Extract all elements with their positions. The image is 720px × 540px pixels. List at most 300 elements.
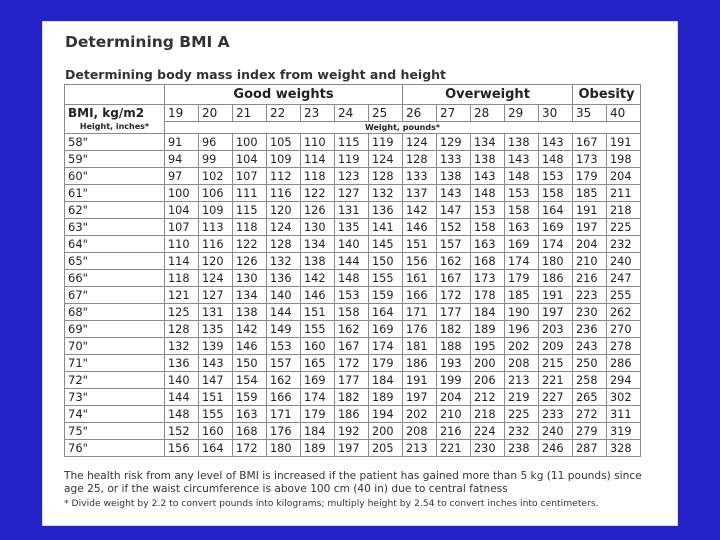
weight-cell: 114 bbox=[301, 151, 335, 168]
category-header-row bbox=[65, 85, 641, 105]
weight-cell: 210 bbox=[437, 406, 471, 423]
weight-cell: 167 bbox=[335, 338, 369, 355]
table-row bbox=[65, 406, 641, 423]
weight-cell: 102 bbox=[199, 168, 233, 185]
weight-cell: 203 bbox=[539, 321, 573, 338]
weight-cell: 159 bbox=[233, 389, 267, 406]
weight-cell: 148 bbox=[505, 168, 539, 185]
weight-cell: 148 bbox=[539, 151, 573, 168]
weight-cell: 125 bbox=[165, 304, 199, 321]
weight-cell: 225 bbox=[505, 406, 539, 423]
weight-cell: 218 bbox=[471, 406, 505, 423]
height-cell: 63" bbox=[65, 219, 165, 236]
weight-cell: 142 bbox=[403, 202, 437, 219]
bmi-value-cell: 22 bbox=[267, 105, 301, 122]
bmi-value-cell: 23 bbox=[301, 105, 335, 122]
weight-cell: 150 bbox=[369, 253, 403, 270]
weight-cell: 155 bbox=[199, 406, 233, 423]
weight-cell: 148 bbox=[165, 406, 199, 423]
weight-cell: 287 bbox=[573, 440, 607, 457]
weight-cell: 110 bbox=[165, 236, 199, 253]
table-row bbox=[65, 168, 641, 185]
table-row bbox=[65, 202, 641, 219]
weight-cell: 156 bbox=[403, 253, 437, 270]
table-row bbox=[65, 423, 641, 440]
page-title: Determining BMI A bbox=[65, 33, 230, 51]
weight-cell: 188 bbox=[437, 338, 471, 355]
weight-cell: 236 bbox=[573, 321, 607, 338]
weight-cell: 197 bbox=[403, 389, 437, 406]
weight-cell: 286 bbox=[607, 355, 641, 372]
weight-cell: 171 bbox=[403, 304, 437, 321]
table-row bbox=[65, 236, 641, 253]
height-cell: 64" bbox=[65, 236, 165, 253]
weight-cell: 148 bbox=[335, 270, 369, 287]
bmi-value-cell: 27 bbox=[437, 105, 471, 122]
weight-cell: 100 bbox=[233, 134, 267, 151]
height-cell: 67" bbox=[65, 287, 165, 304]
bmi-value-cell: 20 bbox=[199, 105, 233, 122]
weight-cell: 163 bbox=[505, 219, 539, 236]
weight-cell: 176 bbox=[267, 423, 301, 440]
weight-cell: 157 bbox=[267, 355, 301, 372]
weight-cell: 97 bbox=[165, 168, 199, 185]
weight-cell: 169 bbox=[369, 321, 403, 338]
height-cell: 71" bbox=[65, 355, 165, 372]
weight-cell: 233 bbox=[539, 406, 573, 423]
weight-cell: 189 bbox=[301, 440, 335, 457]
weight-cell: 186 bbox=[335, 406, 369, 423]
weight-cell: 206 bbox=[471, 372, 505, 389]
weight-cell: 172 bbox=[437, 287, 471, 304]
height-cell: 75" bbox=[65, 423, 165, 440]
bmi-value-cell: 24 bbox=[335, 105, 369, 122]
weight-cell: 179 bbox=[573, 168, 607, 185]
weight-cell: 120 bbox=[199, 253, 233, 270]
table-row bbox=[65, 440, 641, 457]
weight-cell: 136 bbox=[165, 355, 199, 372]
weight-cell: 204 bbox=[607, 168, 641, 185]
weight-cell: 166 bbox=[403, 287, 437, 304]
weight-cell: 145 bbox=[369, 236, 403, 253]
weight-cell: 143 bbox=[505, 151, 539, 168]
height-cell: 73" bbox=[65, 389, 165, 406]
weight-cell: 172 bbox=[335, 355, 369, 372]
weight-cell: 127 bbox=[199, 287, 233, 304]
weight-cell: 113 bbox=[199, 219, 233, 236]
category-empty-cell bbox=[65, 85, 165, 105]
weight-cell: 205 bbox=[369, 440, 403, 457]
weight-cell: 146 bbox=[403, 219, 437, 236]
weight-cell: 179 bbox=[505, 270, 539, 287]
weight-cell: 104 bbox=[233, 151, 267, 168]
weight-cell: 135 bbox=[335, 219, 369, 236]
weight-cell: 140 bbox=[267, 287, 301, 304]
weight-cell: 302 bbox=[607, 389, 641, 406]
weight-cell: 158 bbox=[539, 185, 573, 202]
weight-cell: 197 bbox=[539, 304, 573, 321]
weight-cell: 213 bbox=[403, 440, 437, 457]
weight-cell: 195 bbox=[471, 338, 505, 355]
weight-cell: 294 bbox=[607, 372, 641, 389]
bmi-value-cell: 21 bbox=[233, 105, 267, 122]
weight-cell: 158 bbox=[471, 219, 505, 236]
weight-cell: 115 bbox=[335, 134, 369, 151]
weight-cell: 142 bbox=[233, 321, 267, 338]
weight-cell: 319 bbox=[607, 423, 641, 440]
table-row bbox=[65, 185, 641, 202]
weight-cell: 196 bbox=[505, 321, 539, 338]
weight-cell: 160 bbox=[199, 423, 233, 440]
weight-cell: 165 bbox=[301, 355, 335, 372]
weight-cell: 155 bbox=[301, 321, 335, 338]
weight-cell: 134 bbox=[301, 236, 335, 253]
weight-cell: 136 bbox=[267, 270, 301, 287]
weight-cell: 99 bbox=[199, 151, 233, 168]
weight-cell: 221 bbox=[437, 440, 471, 457]
weight-cell: 130 bbox=[301, 219, 335, 236]
weight-cell: 128 bbox=[403, 151, 437, 168]
weight-cell: 255 bbox=[607, 287, 641, 304]
weight-cell: 230 bbox=[573, 304, 607, 321]
weight-cell: 197 bbox=[335, 440, 369, 457]
height-cell: 59" bbox=[65, 151, 165, 168]
weight-cell: 227 bbox=[539, 389, 573, 406]
weight-cell: 173 bbox=[573, 151, 607, 168]
weight-cell: 265 bbox=[573, 389, 607, 406]
category-good-weights: Good weights bbox=[165, 85, 403, 105]
weight-cell: 162 bbox=[335, 321, 369, 338]
weight-cell: 164 bbox=[539, 202, 573, 219]
table-row bbox=[65, 219, 641, 236]
weight-cell: 168 bbox=[471, 253, 505, 270]
height-cell: 68" bbox=[65, 304, 165, 321]
weight-cell: 223 bbox=[573, 287, 607, 304]
weight-cell: 104 bbox=[165, 202, 199, 219]
weight-cell: 157 bbox=[437, 236, 471, 253]
weight-cell: 189 bbox=[471, 321, 505, 338]
weight-cell: 132 bbox=[267, 253, 301, 270]
weight-cell: 132 bbox=[369, 185, 403, 202]
weight-cell: 180 bbox=[539, 253, 573, 270]
weight-cell: 199 bbox=[437, 372, 471, 389]
weight-cell: 144 bbox=[267, 304, 301, 321]
weight-cell: 191 bbox=[403, 372, 437, 389]
weight-cell: 100 bbox=[165, 185, 199, 202]
weight-cell: 143 bbox=[471, 168, 505, 185]
weight-cell: 174 bbox=[369, 338, 403, 355]
weight-cell: 131 bbox=[199, 304, 233, 321]
weight-cell: 132 bbox=[165, 338, 199, 355]
weight-cell: 174 bbox=[301, 389, 335, 406]
weight-cell: 221 bbox=[539, 372, 573, 389]
weight-cell: 208 bbox=[403, 423, 437, 440]
bmi-value-cell: 30 bbox=[539, 105, 573, 122]
weight-cell: 141 bbox=[369, 219, 403, 236]
weight-cell: 224 bbox=[471, 423, 505, 440]
weight-cell: 144 bbox=[335, 253, 369, 270]
weight-cell: 163 bbox=[471, 236, 505, 253]
weight-cell: 152 bbox=[165, 423, 199, 440]
weight-cell: 118 bbox=[233, 219, 267, 236]
weight-cell: 185 bbox=[573, 185, 607, 202]
weight-cell: 238 bbox=[505, 440, 539, 457]
weight-cell: 151 bbox=[403, 236, 437, 253]
slide bbox=[42, 21, 678, 526]
weight-cell: 133 bbox=[437, 151, 471, 168]
weight-cell: 138 bbox=[233, 304, 267, 321]
table-row bbox=[65, 270, 641, 287]
weight-cell: 153 bbox=[539, 168, 573, 185]
weight-cell: 150 bbox=[233, 355, 267, 372]
weight-cell: 219 bbox=[505, 389, 539, 406]
weight-cell: 142 bbox=[301, 270, 335, 287]
weight-cell: 173 bbox=[471, 270, 505, 287]
weight-cell: 185 bbox=[505, 287, 539, 304]
weight-cell: 202 bbox=[505, 338, 539, 355]
weight-cell: 123 bbox=[335, 168, 369, 185]
weight-cell: 158 bbox=[505, 202, 539, 219]
weight-cell: 127 bbox=[335, 185, 369, 202]
category-overweight: Overweight bbox=[403, 85, 573, 105]
weight-cell: 270 bbox=[607, 321, 641, 338]
weight-cell: 143 bbox=[437, 185, 471, 202]
weight-cell: 192 bbox=[335, 423, 369, 440]
weight-cell: 116 bbox=[267, 185, 301, 202]
weight-cell: 191 bbox=[539, 287, 573, 304]
weight-cell: 128 bbox=[165, 321, 199, 338]
weight-cell: 216 bbox=[573, 270, 607, 287]
weight-cell: 186 bbox=[539, 270, 573, 287]
weight-cell: 110 bbox=[301, 134, 335, 151]
height-cell: 61" bbox=[65, 185, 165, 202]
weight-cell: 151 bbox=[301, 304, 335, 321]
weight-cell: 118 bbox=[301, 168, 335, 185]
weight-cell: 169 bbox=[539, 219, 573, 236]
weight-cell: 212 bbox=[471, 389, 505, 406]
height-cell: 62" bbox=[65, 202, 165, 219]
weight-cell: 138 bbox=[301, 253, 335, 270]
weight-cell: 134 bbox=[233, 287, 267, 304]
height-cell: 72" bbox=[65, 372, 165, 389]
weight-cell: 279 bbox=[573, 423, 607, 440]
weight-cell: 124 bbox=[267, 219, 301, 236]
weight-cell: 140 bbox=[165, 372, 199, 389]
weight-cell: 163 bbox=[233, 406, 267, 423]
weight-cell: 200 bbox=[471, 355, 505, 372]
height-cell: 65" bbox=[65, 253, 165, 270]
weight-cell: 232 bbox=[607, 236, 641, 253]
weight-cell: 147 bbox=[199, 372, 233, 389]
weight-cell: 193 bbox=[437, 355, 471, 372]
weight-cell: 128 bbox=[267, 236, 301, 253]
weight-cell: 134 bbox=[471, 134, 505, 151]
weight-cell: 167 bbox=[437, 270, 471, 287]
weight-cell: 186 bbox=[403, 355, 437, 372]
weight-cell: 218 bbox=[607, 202, 641, 219]
weight-cell: 191 bbox=[607, 134, 641, 151]
risk-note: The health risk from any level of BMI is increased if the patient has gained more than 5 kg (11 pounds) since age 25, or if the waist circumference is above 100 cm (40 in) due to central fatness bbox=[64, 470, 642, 495]
weight-cell: 137 bbox=[403, 185, 437, 202]
weight-cell: 258 bbox=[573, 372, 607, 389]
weight-cell: 211 bbox=[607, 185, 641, 202]
weight-cell: 213 bbox=[505, 372, 539, 389]
weight-cell: 153 bbox=[335, 287, 369, 304]
weight-cell: 106 bbox=[199, 185, 233, 202]
weight-cell: 167 bbox=[573, 134, 607, 151]
bmi-value-cell: 29 bbox=[505, 105, 539, 122]
weight-cell: 160 bbox=[301, 338, 335, 355]
weight-cell: 131 bbox=[335, 202, 369, 219]
height-cell: 70" bbox=[65, 338, 165, 355]
weight-cell: 126 bbox=[233, 253, 267, 270]
table-row bbox=[65, 134, 641, 151]
height-cell: 66" bbox=[65, 270, 165, 287]
weight-cell: 153 bbox=[505, 185, 539, 202]
weight-cell: 194 bbox=[369, 406, 403, 423]
weight-cell: 278 bbox=[607, 338, 641, 355]
weight-cell: 122 bbox=[301, 185, 335, 202]
weight-cell: 202 bbox=[403, 406, 437, 423]
bmi-table bbox=[64, 84, 641, 457]
weight-cell: 197 bbox=[573, 219, 607, 236]
weight-cell: 154 bbox=[233, 372, 267, 389]
weight-cell: 143 bbox=[199, 355, 233, 372]
category-obesity: Obesity bbox=[573, 85, 641, 105]
table-row bbox=[65, 372, 641, 389]
weight-cell: 91 bbox=[165, 134, 199, 151]
weight-cell: 172 bbox=[233, 440, 267, 457]
weight-cell: 178 bbox=[471, 287, 505, 304]
weight-cell: 115 bbox=[233, 202, 267, 219]
weight-cell: 200 bbox=[369, 423, 403, 440]
weight-cell: 146 bbox=[233, 338, 267, 355]
weight-cell: 168 bbox=[233, 423, 267, 440]
bmi-values-row bbox=[65, 105, 641, 122]
weight-cell: 109 bbox=[267, 151, 301, 168]
weight-cell: 262 bbox=[607, 304, 641, 321]
weight-cell: 120 bbox=[267, 202, 301, 219]
weight-cell: 119 bbox=[369, 134, 403, 151]
weight-cell: 209 bbox=[539, 338, 573, 355]
bmi-value-cell: 28 bbox=[471, 105, 505, 122]
weight-cell: 124 bbox=[403, 134, 437, 151]
bmi-value-cell: 35 bbox=[573, 105, 607, 122]
bmi-label: BMI, kg/m2 bbox=[65, 105, 165, 122]
weight-cell: 208 bbox=[505, 355, 539, 372]
weight-cell: 180 bbox=[267, 440, 301, 457]
weight-cell: 328 bbox=[607, 440, 641, 457]
table-row bbox=[65, 287, 641, 304]
weight-cell: 152 bbox=[437, 219, 471, 236]
weight-cell: 109 bbox=[199, 202, 233, 219]
weight-cell: 189 bbox=[369, 389, 403, 406]
height-cell: 76" bbox=[65, 440, 165, 457]
weight-cell: 94 bbox=[165, 151, 199, 168]
weight-cell: 105 bbox=[267, 134, 301, 151]
weight-cell: 143 bbox=[539, 134, 573, 151]
weight-cell: 215 bbox=[539, 355, 573, 372]
weight-cell: 174 bbox=[505, 253, 539, 270]
weight-cell: 119 bbox=[335, 151, 369, 168]
table-row bbox=[65, 355, 641, 372]
weight-cell: 155 bbox=[369, 270, 403, 287]
weight-cell: 272 bbox=[573, 406, 607, 423]
weight-cell: 111 bbox=[233, 185, 267, 202]
weight-cell: 139 bbox=[199, 338, 233, 355]
weight-cell: 159 bbox=[369, 287, 403, 304]
weight-cell: 179 bbox=[301, 406, 335, 423]
height-cell: 74" bbox=[65, 406, 165, 423]
weight-cell: 243 bbox=[573, 338, 607, 355]
weight-cell: 174 bbox=[539, 236, 573, 253]
weight-cell: 158 bbox=[335, 304, 369, 321]
weight-cell: 140 bbox=[335, 236, 369, 253]
weight-cell: 184 bbox=[369, 372, 403, 389]
weight-cell: 124 bbox=[369, 151, 403, 168]
weight-cell: 169 bbox=[301, 372, 335, 389]
table-row bbox=[65, 321, 641, 338]
weight-cell: 164 bbox=[369, 304, 403, 321]
weight-cell: 247 bbox=[607, 270, 641, 287]
bmi-value-cell: 25 bbox=[369, 105, 403, 122]
weight-cell: 230 bbox=[471, 440, 505, 457]
weight-cell: 107 bbox=[165, 219, 199, 236]
weight-cell: 151 bbox=[199, 389, 233, 406]
weight-cell: 210 bbox=[573, 253, 607, 270]
weight-cell: 122 bbox=[233, 236, 267, 253]
weight-cell: 118 bbox=[165, 270, 199, 287]
weight-cell: 177 bbox=[335, 372, 369, 389]
weight-cell: 147 bbox=[437, 202, 471, 219]
weight-cell: 198 bbox=[607, 151, 641, 168]
weight-cell: 133 bbox=[403, 168, 437, 185]
weight-cell: 121 bbox=[165, 287, 199, 304]
weight-cell: 149 bbox=[267, 321, 301, 338]
weight-cell: 164 bbox=[199, 440, 233, 457]
weight-cell: 124 bbox=[199, 270, 233, 287]
weight-cell: 126 bbox=[301, 202, 335, 219]
weight-cell: 129 bbox=[437, 134, 471, 151]
weight-cell: 311 bbox=[607, 406, 641, 423]
weight-cell: 116 bbox=[199, 236, 233, 253]
weight-cell: 166 bbox=[267, 389, 301, 406]
table-caption: Determining body mass index from weight and height bbox=[65, 67, 447, 82]
height-cell: 60" bbox=[65, 168, 165, 185]
weight-cell: 162 bbox=[437, 253, 471, 270]
weight-cell: 135 bbox=[199, 321, 233, 338]
weight-cell: 130 bbox=[233, 270, 267, 287]
weight-cell: 184 bbox=[301, 423, 335, 440]
weight-cell: 107 bbox=[233, 168, 267, 185]
weight-cell: 225 bbox=[607, 219, 641, 236]
weight-cell: 169 bbox=[505, 236, 539, 253]
weight-cell: 190 bbox=[505, 304, 539, 321]
weight-cell: 156 bbox=[165, 440, 199, 457]
weight-cell: 148 bbox=[471, 185, 505, 202]
table-row bbox=[65, 338, 641, 355]
height-cell: 69" bbox=[65, 321, 165, 338]
weight-cell: 232 bbox=[505, 423, 539, 440]
weight-cell: 153 bbox=[267, 338, 301, 355]
weight-cell: 171 bbox=[267, 406, 301, 423]
bmi-value-cell: 19 bbox=[165, 105, 199, 122]
weight-cell: 240 bbox=[607, 253, 641, 270]
bmi-value-cell: 40 bbox=[607, 105, 641, 122]
weight-cell: 184 bbox=[471, 304, 505, 321]
weight-cell: 144 bbox=[165, 389, 199, 406]
weight-cell: 177 bbox=[437, 304, 471, 321]
